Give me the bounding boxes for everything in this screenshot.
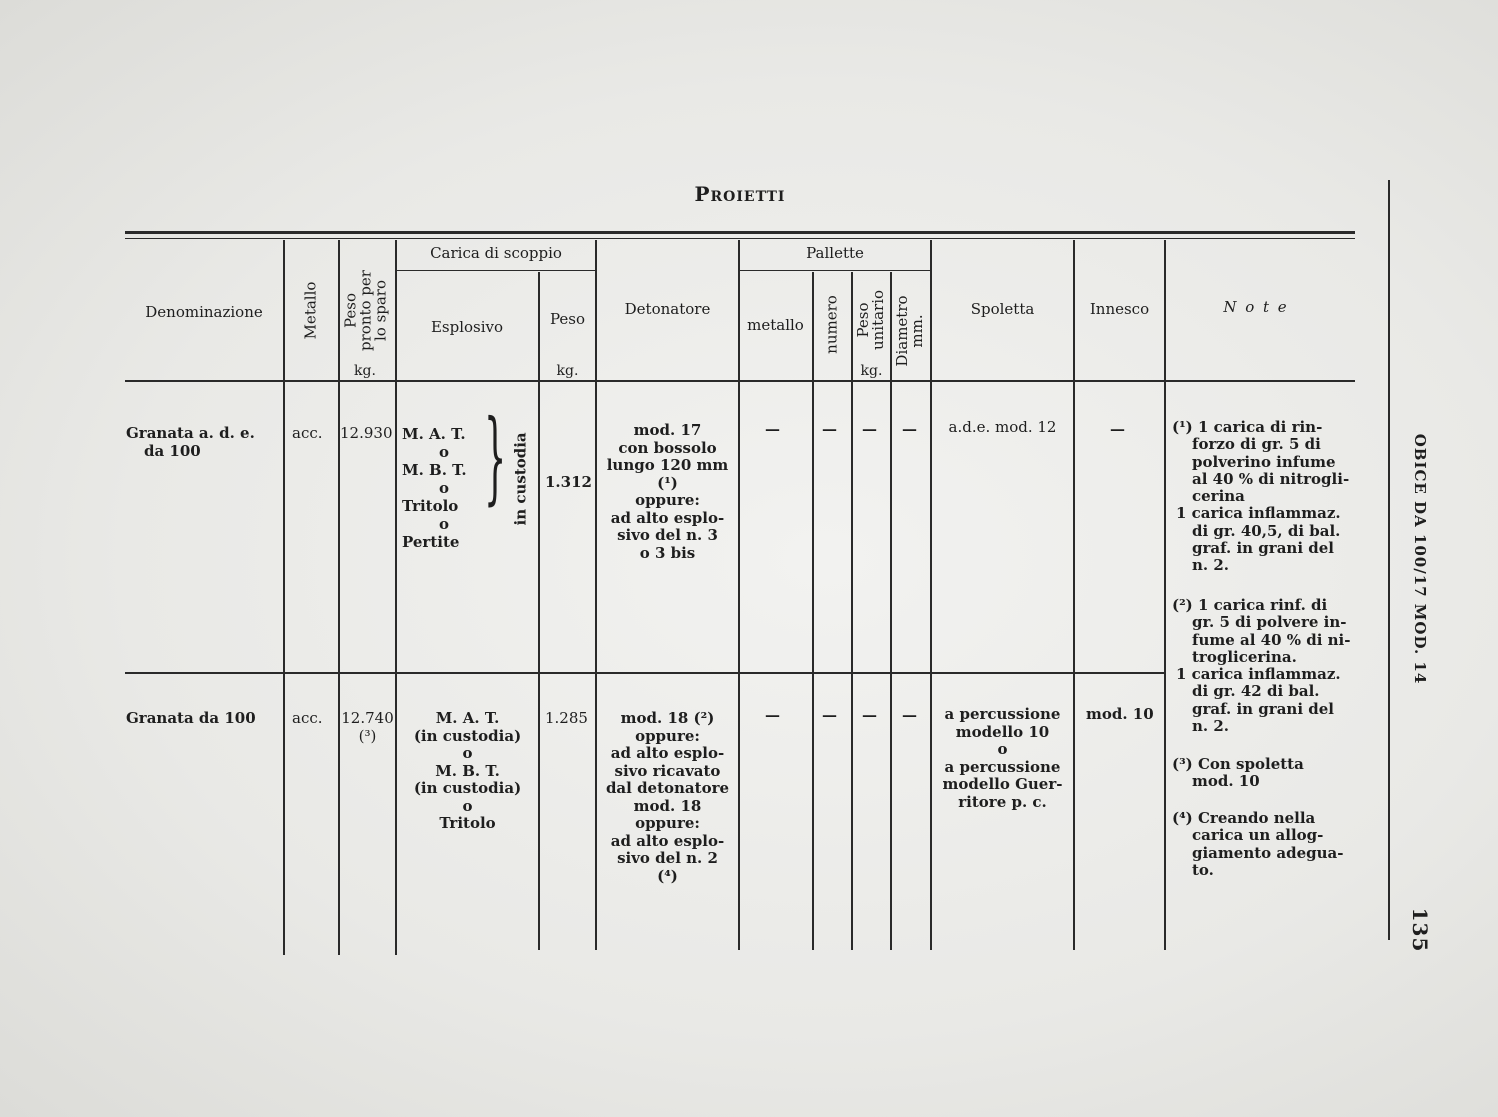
- row1-detonatore-8: o 3 bis: [639, 543, 696, 562]
- page-edge-line: [1388, 180, 1390, 940]
- header-carica-di-scoppio: Carica di scoppio: [430, 244, 562, 262]
- note-1-line-3: polverino infume: [1192, 452, 1336, 471]
- page-title: [640, 182, 840, 206]
- header-peso-unitario: [856, 288, 886, 352]
- row2-esplosivo-4: M. B. T.: [435, 761, 500, 780]
- row2-esplosivo-5: (in custodia): [413, 779, 522, 797]
- header-peso-kg: kg.: [556, 363, 579, 379]
- note-1-line-2: forzo di gr. 5 di: [1192, 435, 1321, 454]
- header-peso-unitario-2: unitario: [869, 289, 887, 351]
- note-2: [1172, 597, 1358, 735]
- note-4-line-4: to.: [1192, 860, 1214, 879]
- title-text: Proietti: [694, 182, 786, 206]
- row2-peso-pronto-1: 12.740: [341, 709, 394, 727]
- row1-spoletta: [932, 419, 1073, 437]
- row1-esplosivo-4: o: [438, 479, 449, 497]
- header-peso-pronto-2: pronto per: [356, 270, 375, 351]
- row2-spoletta-2: modello 10: [955, 722, 1050, 741]
- header-metallo: Metallo: [301, 281, 320, 340]
- row2-pallette-diametro: —: [902, 706, 917, 724]
- row1-detonatore-1: mod. 17: [633, 421, 702, 439]
- row2-innesco: mod. 10: [1086, 705, 1154, 723]
- header-innesco: Innesco: [1089, 300, 1150, 318]
- row2-pallette-metallo: —: [765, 706, 780, 724]
- header-pallette: Pallette: [806, 244, 864, 262]
- header-peso-unitario-1: Peso: [854, 302, 872, 338]
- row1-peso: 1.312: [545, 473, 592, 491]
- row1-denominazione-line1: Granata a. d. e.: [126, 424, 255, 442]
- header-note: N o t e: [1223, 298, 1289, 316]
- col-line-6: [738, 240, 740, 950]
- row2-detonatore-8: ad alto esplo-: [610, 831, 725, 850]
- row1-pallette-metallo: —: [765, 420, 780, 438]
- row1-detonatore-6: ad alto esplo-: [610, 508, 725, 527]
- row2-detonatore-10: (⁴): [657, 866, 678, 885]
- note-2-line-6: di gr. 42 di bal.: [1192, 682, 1320, 701]
- header-peso-unitario-kg: kg.: [860, 363, 883, 379]
- row2-spoletta-1: a percussione: [944, 705, 1061, 723]
- row-separator: [125, 672, 1165, 674]
- row2-spoletta: [932, 706, 1073, 811]
- header-diametro-1: Diametro: [893, 295, 911, 367]
- row1-esplosivo-5: Tritolo: [402, 497, 459, 515]
- row2-detonatore-9: sivo del n. 2: [617, 849, 718, 867]
- row1-esplosivo-6: o: [438, 515, 449, 533]
- row2-detonatore-6: mod. 18: [633, 796, 702, 815]
- note-2-line-2: gr. 5 di polvere in-: [1192, 613, 1347, 632]
- row2-esplosivo-7: Tritolo: [439, 814, 496, 832]
- note-2-line-1: (²) 1 carica rinf. di: [1172, 596, 1328, 614]
- row1-in-custodia: in custodia: [511, 432, 530, 526]
- note-1-line-6: 1 carica inflammaz.: [1176, 504, 1341, 523]
- header-peso-pronto: [341, 263, 390, 359]
- row1-pallette-diametro: —: [902, 420, 917, 438]
- note-1-line-9: n. 2.: [1192, 556, 1230, 575]
- header-peso: Peso: [549, 310, 586, 328]
- col-line-7: [812, 272, 814, 950]
- note-1-line-5: cerina: [1192, 487, 1245, 506]
- row2-detonatore-3: ad alto esplo-: [610, 744, 725, 762]
- header-esplosivo: Esplosivo: [430, 318, 504, 336]
- side-running-header: OBICE DA 100/17 MOD. 14: [1411, 433, 1429, 685]
- carica-subheader-rule: [396, 270, 596, 271]
- row1-detonatore: [597, 422, 738, 562]
- col-line-9: [890, 272, 892, 950]
- col-line-2: [338, 240, 340, 955]
- header-peso-pronto-unit: kg.: [354, 363, 376, 379]
- note-2-line-5: 1 carica inflammaz.: [1176, 665, 1341, 684]
- header-detonatore: Detonatore: [624, 300, 711, 318]
- row1-spoletta-1: a.d.e. mod. 12: [948, 418, 1057, 436]
- header-pallette-metallo: metallo: [747, 316, 804, 334]
- row1-esplosivo-2: o: [438, 443, 449, 461]
- pallette-subheader-rule: [739, 270, 931, 271]
- row2-esplosivo-6: o: [462, 796, 473, 815]
- row2-peso-pronto: [340, 710, 395, 745]
- row2-detonatore-2: oppure:: [635, 726, 700, 745]
- row1-detonatore-2: con bossolo: [618, 438, 717, 457]
- note-1-line-8: graf. in grani del: [1192, 539, 1334, 558]
- row2-esplosivo-2: (in custodia): [413, 726, 522, 745]
- header-numero: numero: [822, 295, 841, 354]
- note-4-line-1: (⁴) Creando nella: [1172, 809, 1316, 827]
- row1-innesco: —: [1110, 420, 1125, 438]
- row1-detonatore-4: (¹): [657, 473, 678, 492]
- note-1-line-7: di gr. 40,5, di bal.: [1192, 521, 1341, 540]
- row2-esplosivo-1: M. A. T.: [435, 709, 500, 727]
- row1-pallette-peso: —: [862, 420, 877, 438]
- header-peso-pronto-3: lo sparo: [371, 279, 390, 342]
- row2-denominazione: [126, 710, 282, 728]
- col-line-1: [283, 240, 285, 955]
- table-top-rule: [125, 231, 1355, 234]
- note-1-line-1: (¹) 1 carica di rin-: [1172, 418, 1323, 436]
- header-denominazione: Denominazione: [145, 303, 263, 321]
- row2-spoletta-3: o: [997, 740, 1008, 758]
- row2-pallette-numero: —: [822, 706, 837, 724]
- row2-esplosivo: [397, 710, 538, 833]
- note-1: [1172, 419, 1358, 575]
- note-3-line-1: (³) Con spoletta: [1172, 755, 1304, 773]
- row1-esplosivo: [402, 425, 486, 551]
- note-4-line-2: carica un allog-: [1192, 826, 1324, 845]
- row2-pallette-peso: —: [862, 706, 877, 724]
- note-4: [1172, 810, 1358, 879]
- row1-denominazione: [126, 425, 282, 460]
- header-peso-pronto-1: Peso: [341, 292, 360, 329]
- row2-detonatore-1: mod. 18 (²): [620, 709, 715, 727]
- row1-denominazione-line2: da 100: [144, 441, 201, 460]
- row2-spoletta-6: ritore p. c.: [958, 792, 1047, 811]
- header-diametro-2: mm.: [908, 314, 926, 348]
- col-line-12: [1164, 240, 1166, 950]
- table-top-rule-2: [125, 238, 1355, 239]
- note-3: [1172, 756, 1358, 791]
- page-number: 135: [1408, 907, 1432, 953]
- row2-spoletta-4: a percussione: [944, 757, 1061, 776]
- col-line-10: [930, 240, 932, 950]
- note-2-line-7: graf. in grani del: [1192, 699, 1334, 718]
- row1-peso-pronto: 12.930: [340, 424, 393, 442]
- row1-detonatore-7: sivo del n. 3: [617, 526, 718, 544]
- row2-peso-pronto-2: (³): [358, 726, 377, 745]
- row1-esplosivo-3: M. B. T.: [402, 461, 467, 479]
- note-1-line-4: al 40 % di nitrogli-: [1192, 469, 1350, 488]
- row2-esplosivo-3: o: [462, 744, 473, 762]
- row2-denominazione-line1: Granata da 100: [126, 709, 256, 727]
- note-3-line-2: mod. 10: [1192, 772, 1260, 791]
- row2-detonatore-4: sivo ricavato: [614, 761, 721, 780]
- row1-esplosivo-7: Pertite: [402, 533, 460, 551]
- row1-pallette-numero: —: [822, 420, 837, 438]
- col-line-3: [395, 240, 397, 955]
- row1-esplosivo-brace: }: [484, 398, 507, 515]
- row2-detonatore-7: oppure:: [635, 814, 700, 832]
- col-line-11: [1073, 240, 1075, 950]
- row1-detonatore-5: oppure:: [635, 491, 700, 509]
- row1-detonatore-3: lungo 120 mm: [606, 456, 729, 474]
- row2-detonatore-5: dal detonatore: [605, 779, 730, 797]
- row1-metallo: acc.: [292, 424, 323, 442]
- header-diametro: [895, 295, 925, 367]
- note-2-line-4: troglicerina.: [1192, 647, 1297, 666]
- note-4-line-3: giamento adegua-: [1192, 843, 1344, 862]
- row2-spoletta-5: modello Guer-: [942, 775, 1063, 793]
- row1-esplosivo-1: M. A. T.: [402, 425, 466, 443]
- header-bottom-rule: [125, 380, 1355, 382]
- header-spoletta: Spoletta: [970, 300, 1035, 318]
- row2-metallo: acc.: [292, 709, 323, 727]
- row2-detonatore: [597, 710, 738, 885]
- note-2-line-8: n. 2.: [1192, 717, 1230, 736]
- row2-peso: 1.285: [545, 709, 588, 727]
- note-2-line-3: fume al 40 % di ni-: [1192, 630, 1351, 649]
